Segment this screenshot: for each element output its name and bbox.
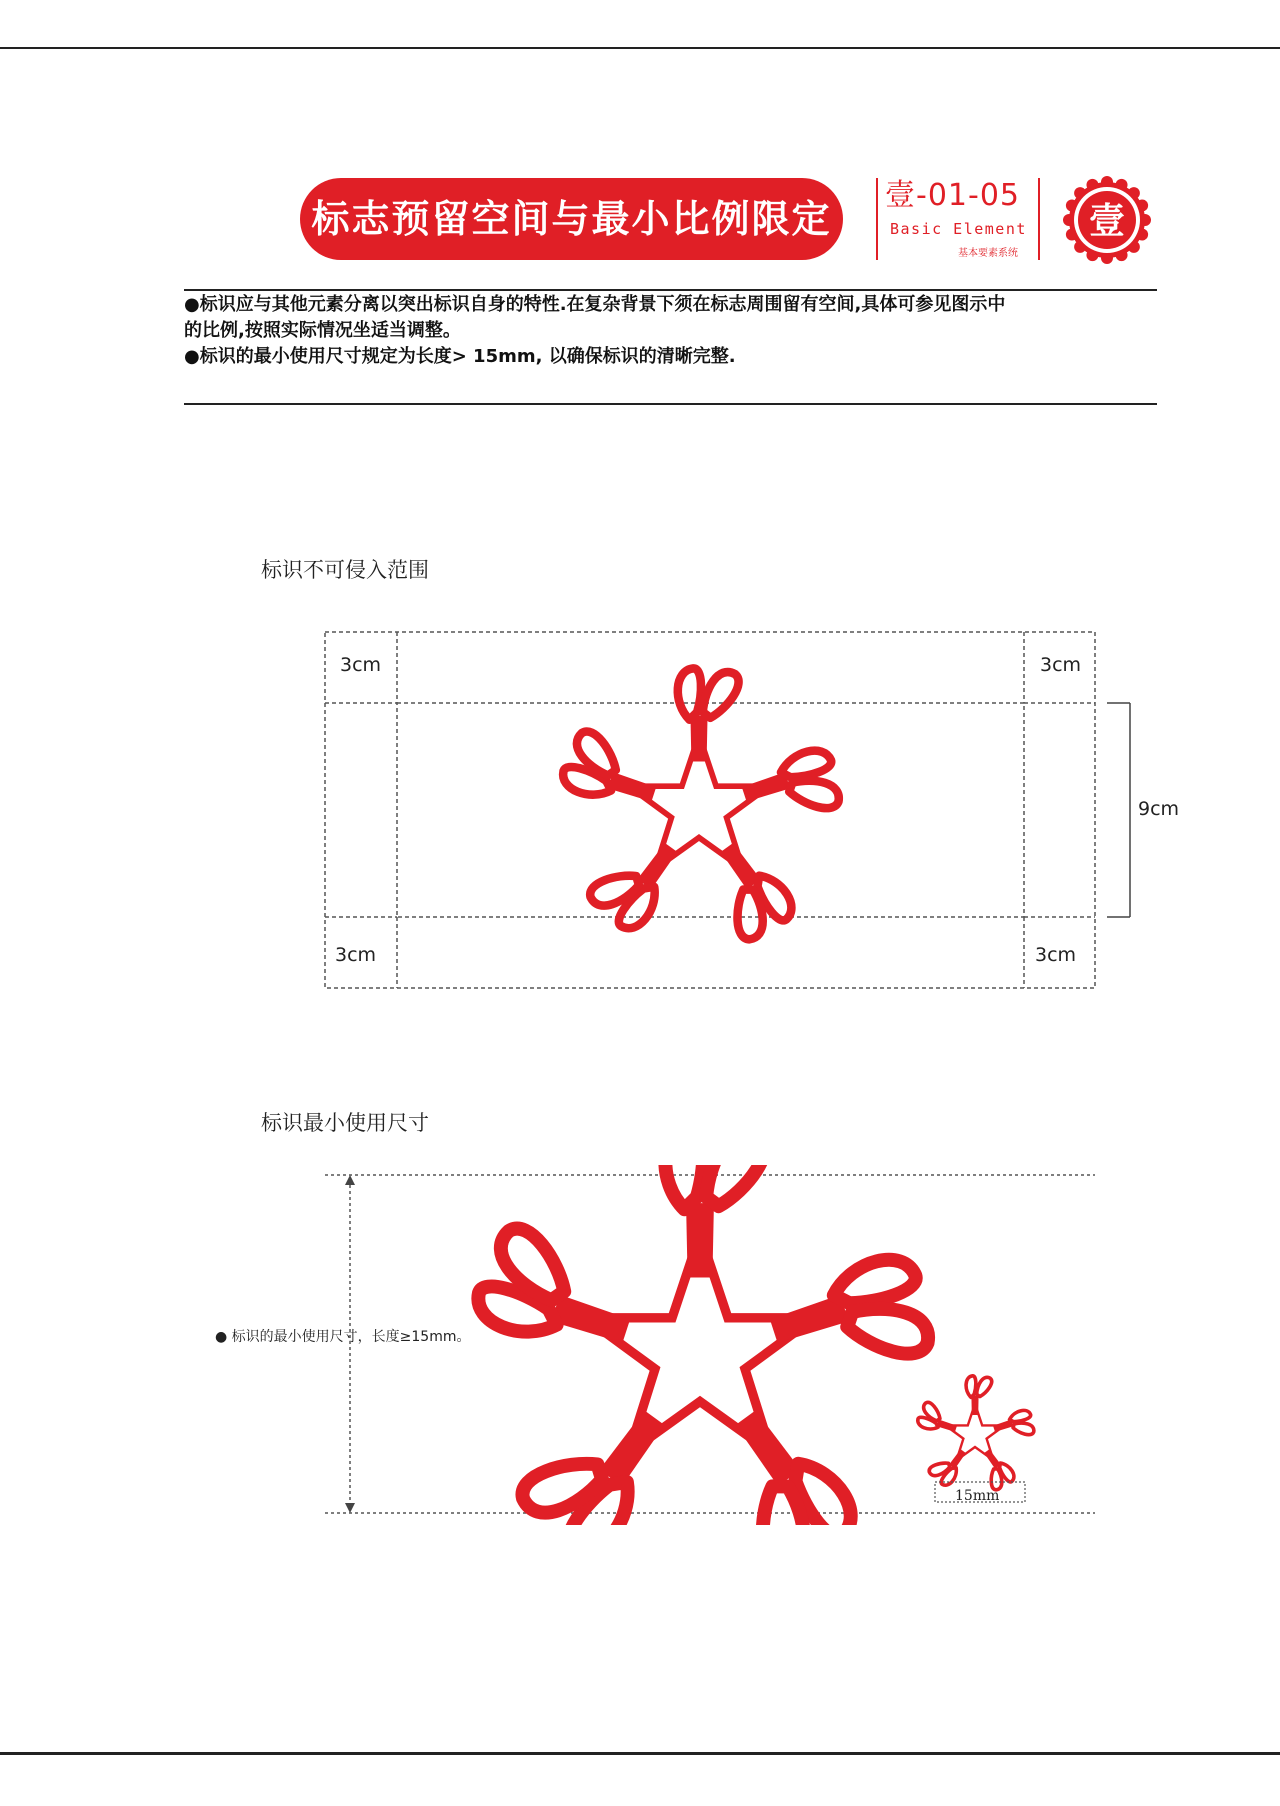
arrow-up-icon — [345, 1175, 355, 1185]
basic-element-label: Basic Element — [890, 220, 1027, 238]
top-page-rule — [0, 47, 1280, 49]
intro-line-3: ●标识的最小使用尺寸规定为长度> 15mm, 以确保标识的清晰完整. — [184, 346, 736, 367]
minsize-title: 标识最小使用尺寸 — [261, 1111, 429, 1135]
intro-line-1: ●标识应与其他元素分离以突出标识自身的特性.在复杂背景下须在标志周围留有空间,具体可参见图示中 — [184, 294, 1006, 315]
minsize-note: ● 标识的最小使用尺寸，长度≥15mm。 — [215, 1329, 471, 1345]
system-label: 基本要素系统 — [958, 248, 1018, 259]
clearspace-bl-label: 3cm — [335, 944, 377, 966]
clearspace-tr-label: 3cm — [1040, 654, 1082, 676]
seal-badge-icon — [1062, 175, 1152, 265]
clearspace-diagram — [320, 625, 1160, 995]
header-divider-right — [1038, 178, 1040, 260]
scissors-star-icon — [559, 668, 845, 946]
clearspace-tl-label: 3cm — [340, 654, 382, 676]
arrow-down-icon — [345, 1503, 355, 1513]
page-title: 标志预留空间与最小比例限定 — [300, 178, 843, 260]
clearspace-br-label: 3cm — [1035, 944, 1077, 966]
badge-char: 壹 — [1088, 201, 1126, 242]
scissors-star-small-icon — [916, 1376, 1037, 1493]
mm-label: 15mm — [955, 1488, 1000, 1504]
bottom-page-rule — [0, 1752, 1280, 1755]
scissors-star-large-icon — [471, 1165, 938, 1525]
height-bracket — [1107, 703, 1130, 917]
intro-bottom-rule — [184, 403, 1157, 405]
intro-top-rule — [184, 289, 1157, 291]
inner-dashed-box — [397, 703, 1024, 917]
intro-line-2: 的比例,按照实际情况坐适当调整。 — [184, 320, 461, 341]
clearspace-height-label: 9cm — [1138, 798, 1180, 820]
section-code: 壹-01-05 — [885, 178, 1020, 213]
header-divider-left — [876, 178, 878, 260]
clearspace-title: 标识不可侵入范围 — [261, 558, 429, 582]
